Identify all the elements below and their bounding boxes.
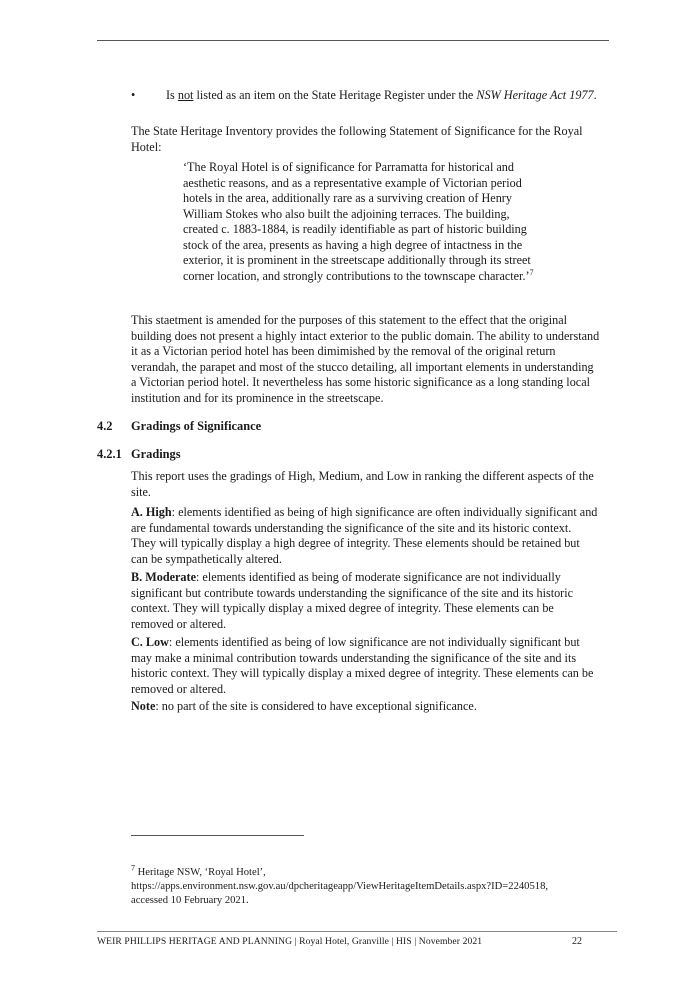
grading-moderate: B. Moderate: elements identified as being of moderate significance are not individually significant but contribute towards understanding the significance of the site and its historic context. They will typically display a mixed degree of integrity. These elements can be removed or altered.: [131, 570, 574, 631]
footnote-url: https://apps.environment.nsw.gov.au/dpcheritageapp/ViewHeritageItemDetails.aspx?ID=2240518,: [131, 881, 549, 892]
bullet-symbol: •: [131, 88, 136, 102]
footnote: $^7$ Heritage NSW, ‘Royal Hotel’, https://apps.environment.nsw.gov.au/dpcheritageapp/ViewHeritageItemDetails.aspx?ID=2240518, accessed 10 February 2021.: [131, 866, 601, 908]
header-rule: [97, 40, 609, 41]
grading-high: A. High: elements identified as being of high significance are often individually significant and are fundamental towards understanding the significance of the site and its historic context. They will typically display a high degree of integrity. These elements should be retained but can be sympathetically altered.: [131, 505, 598, 566]
footer-rule: [97, 931, 617, 932]
subsection-number: 4.2.1: [97, 447, 122, 461]
gradings-intro: This report uses the gradings of High, Medium, and Low in ranking the different aspects of the site.: [131, 469, 594, 499]
intro-paragraph: The State Heritage Inventory provides the following Statement of Significance for the Royal Hotel:: [131, 124, 583, 154]
section-number: 4.2: [97, 419, 113, 433]
footnote-ref: 7: [529, 267, 534, 277]
bullet-text: Is not listed as an item on the State Heritage Register under the NSW Heritage Act 1977.: [166, 88, 597, 102]
footnote-separator: [131, 835, 304, 836]
amend-paragraph: This staetment is amended for the purposes of this statement to the effect that the original building does not present a highly intact exterior to the public domain. The ability to understand it as a Victorian period hotel has been dimimished by the removal of the original return verandah, the parapet and most of the stucco detailing, all important elements in understanding a Victorian period hotel. It nevertheless has some historic significance as a long standing local institution and for its prominence in the streetscape.: [131, 313, 600, 405]
grading-low: C. Low: elements identified as being of low significance are not individually significant but may make a minimal contribution towards understanding the significance of the site and its historic context. They will typically display a mixed degree of integrity. These elements can be removed or altered.: [131, 635, 594, 696]
underlined-not: not: [177, 88, 194, 102]
footnote-number: 7: [131, 863, 135, 873]
significance-quote: ‘The Royal Hotel is of significance for Parramatta for historical and aesthetic reasons, and as a representative example of Victorian period hotels in the area, additionally rare as a surviving creation of Henry William Stokes who also built the adjoining terraces. The building, created c. 1883-1884, is readily identifiable as part of historic building stock of the area, presents as having a high degree of intactness in the exterior, it is prominent in the streetscape additionally through its street corner location, and strongly contributions to the townscape character.’$^7$: [183, 160, 534, 283]
act-name: NSW Heritage Act 1977: [476, 88, 594, 102]
subsection-heading: [97, 447, 181, 462]
subsection-title: Gradings: [131, 447, 181, 461]
page-footer: WEIR PHILLIPS HERITAGE AND PLANNING | Royal Hotel, Granville | HIS | November 2021: [97, 936, 483, 947]
section-heading: [97, 419, 261, 434]
page-number: 22: [572, 936, 582, 947]
note-paragraph: Note: no part of the site is considered to have exceptional significance.: [131, 699, 477, 713]
section-title: Gradings of Significance: [131, 419, 262, 433]
